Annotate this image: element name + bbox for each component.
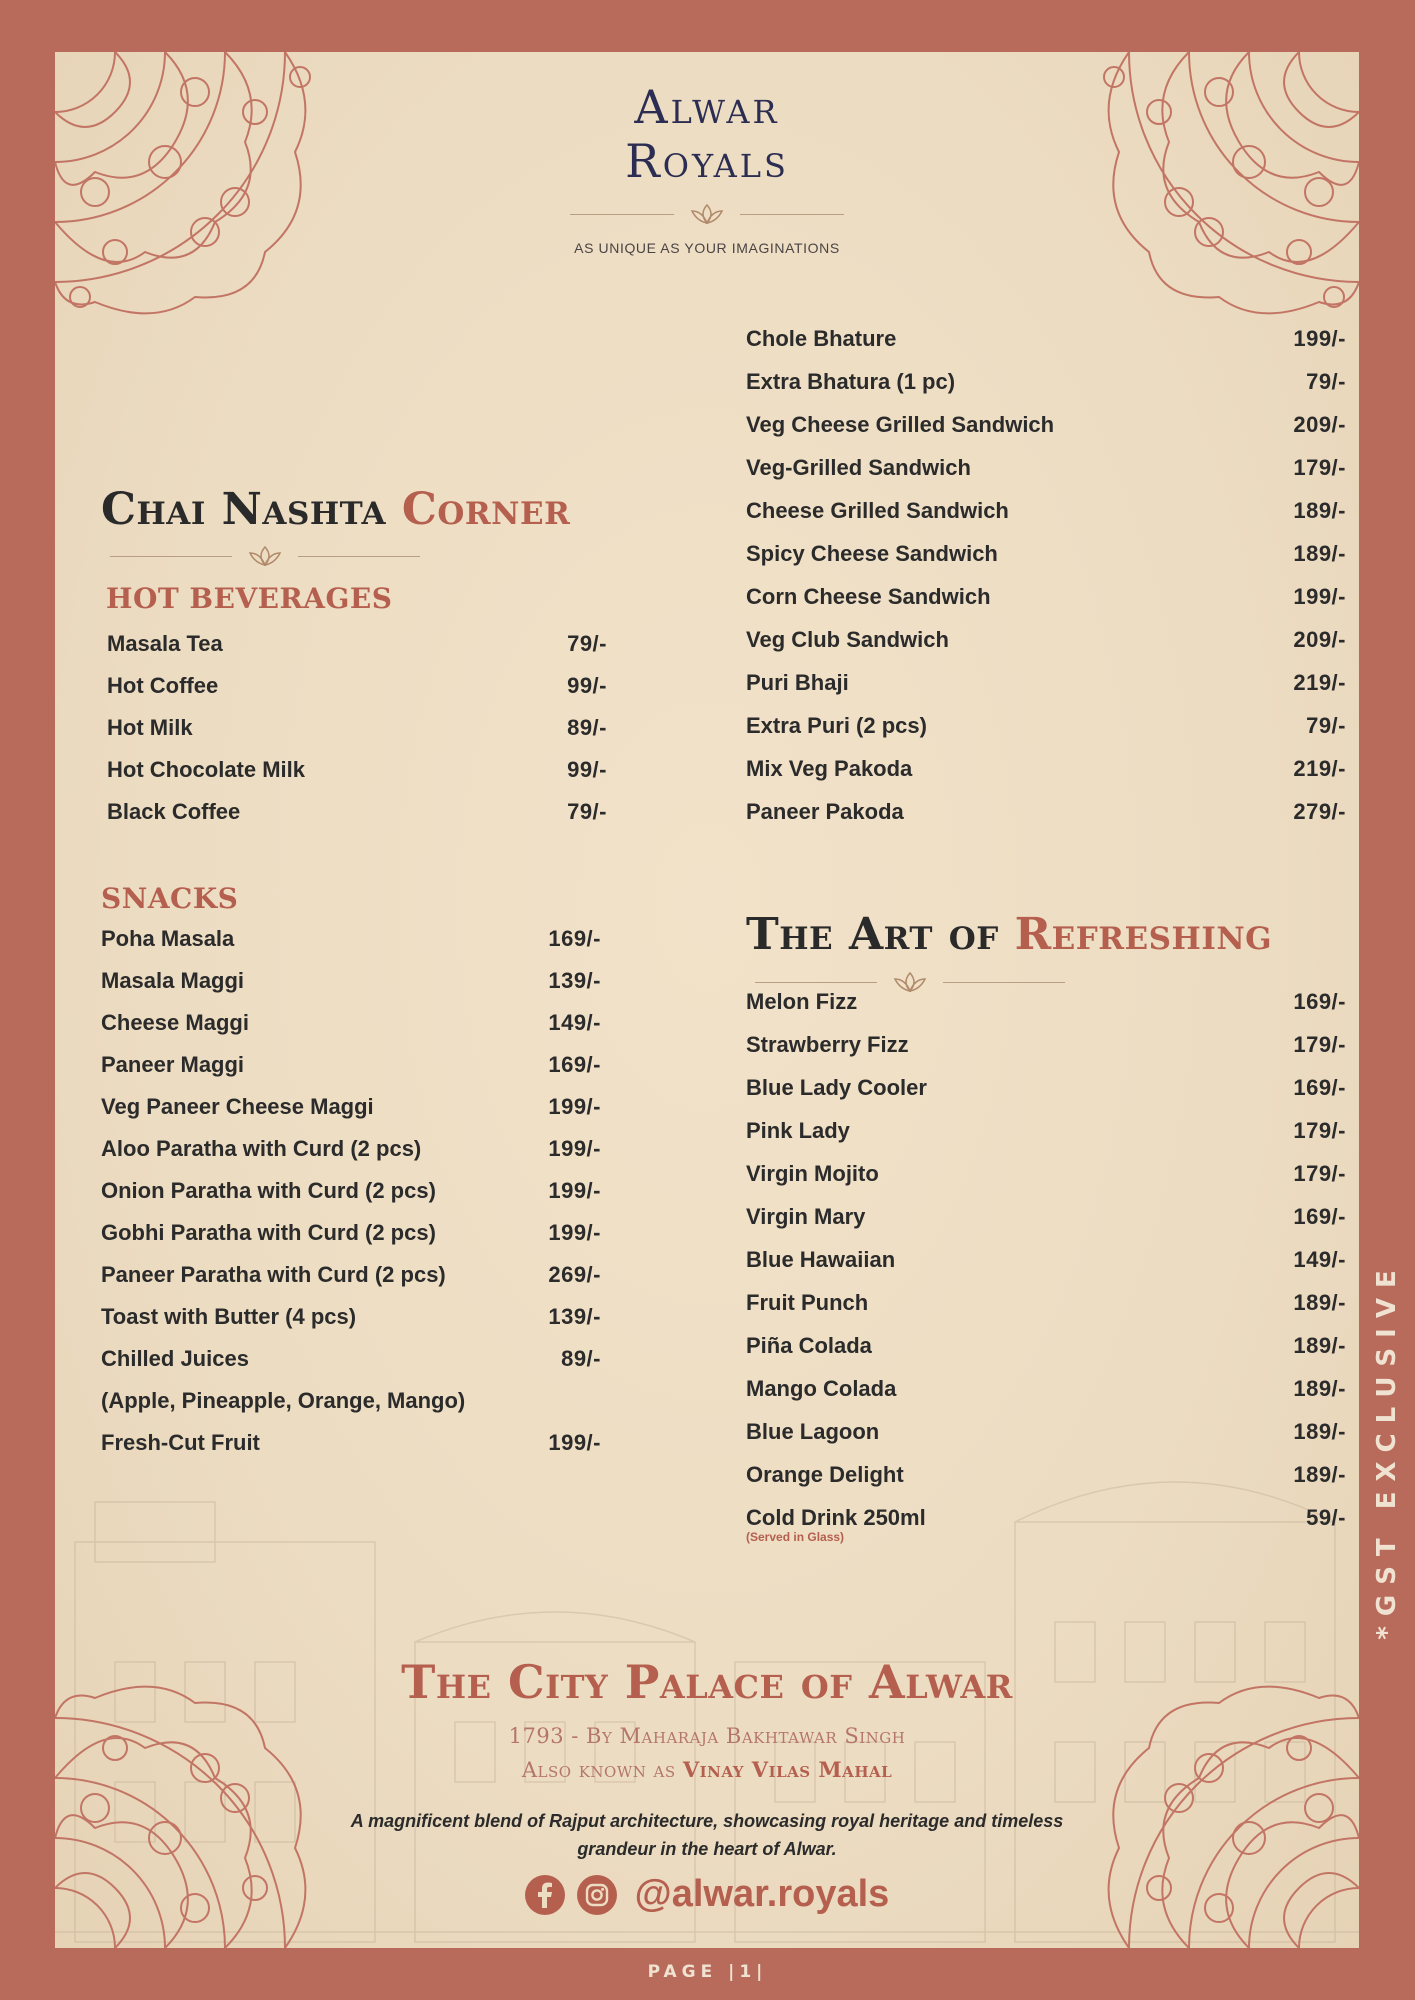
menu-item-name: Orange Delight: [746, 1462, 904, 1487]
menu-item: [101, 1302, 601, 1332]
menu-item: [101, 966, 601, 996]
menu-item-name: Cheese Grilled Sandwich: [746, 498, 1009, 523]
menu-item-price: 199/-: [548, 1220, 601, 1245]
menu-item-name: Puri Bhaji: [746, 670, 849, 695]
menu-item-price: 199/-: [548, 1430, 601, 1455]
menu-item-name: Virgin Mary: [746, 1204, 866, 1229]
menu-item-name: Mango Colada: [746, 1376, 897, 1401]
menu-item-price: 89/-: [567, 715, 607, 740]
menu-item: [746, 625, 1346, 655]
menu-item: [746, 453, 1346, 483]
menu-item-name: Paneer Pakoda: [746, 799, 904, 824]
menu-item: [746, 987, 1346, 1017]
palace-description: A magnificent blend of Rajput architecture, showcasing royal heritage and timeless grandeur in the heart of Alwar.: [350, 1811, 1064, 1859]
instagram-icon[interactable]: [577, 1875, 617, 1915]
menu-item-price: 189/-: [1293, 1290, 1346, 1315]
menu-item-price: 199/-: [548, 1178, 601, 1203]
menu-item-name: Spicy Cheese Sandwich: [746, 541, 998, 566]
menu-sheet: [55, 52, 1359, 1948]
menu-item-name: Blue Lagoon: [746, 1419, 880, 1444]
menu-item-name: Aloo Paratha with Curd (2 pcs): [101, 1136, 422, 1161]
hot-beverages-heading: HOT BEVERAGES: [106, 582, 393, 615]
brand-divider: [55, 202, 1359, 226]
menu-item: [746, 1460, 1346, 1490]
menu-item-price: 179/-: [1293, 1118, 1346, 1143]
social-handle[interactable]: @alwar.royals: [634, 1873, 890, 1915]
menu-item: [101, 1344, 601, 1374]
menu-item-price: 189/-: [1293, 1462, 1346, 1487]
menu-item-name: Blue Lady Cooler: [746, 1075, 927, 1100]
menu-item-name: Masala Tea: [107, 631, 223, 656]
snacks-heading: SNACKS: [101, 882, 239, 915]
aka-prefix: Also known as: [521, 1758, 676, 1782]
menu-item: [101, 1260, 601, 1290]
menu-item-price: 189/-: [1293, 1419, 1346, 1444]
aka-highlight: Vinay Vilas Mahal: [682, 1757, 893, 1782]
menu-item-name: Paneer Paratha with Curd (2 pcs): [101, 1262, 446, 1287]
menu-item-name: Piña Colada: [746, 1333, 872, 1358]
menu-item-name: Masala Maggi: [101, 968, 245, 993]
menu-item: [101, 924, 601, 954]
menu-item-name: Fresh-Cut Fruit: [101, 1430, 260, 1455]
menu-item: [107, 629, 607, 659]
menu-item: [746, 1503, 1346, 1533]
page-number: PAGE |1|: [647, 1962, 768, 1982]
refreshing-section-title: [746, 909, 1272, 961]
menu-item-name: Black Coffee: [107, 799, 241, 824]
menu-item: [746, 711, 1346, 741]
menu-item-name: Hot Coffee: [107, 673, 219, 698]
chai-title-main: Chai Nashta: [101, 484, 387, 535]
refreshing-title-main: The Art of: [746, 909, 999, 960]
menu-item-name: Corn Cheese Sandwich: [746, 584, 991, 609]
menu-item-price: 59/-: [1306, 1505, 1346, 1530]
menu-item-name: Hot Milk: [107, 715, 193, 740]
menu-item: [746, 1073, 1346, 1103]
palace-title: The City Palace of Alwar: [401, 1655, 1013, 1709]
palace-subtitle-aka: [55, 1753, 1359, 1787]
menu-item-price: 199/-: [548, 1136, 601, 1161]
lotus-icon: [688, 202, 726, 226]
menu-item: [101, 1008, 601, 1038]
menu-item: [746, 1030, 1346, 1060]
menu-item: [746, 668, 1346, 698]
menu-item-price: 179/-: [1293, 455, 1346, 480]
menu-item: [107, 713, 607, 743]
menu-item-price: 79/-: [567, 631, 607, 656]
menu-item: [101, 1428, 601, 1458]
chai-title-accent: Corner: [401, 484, 571, 535]
menu-item-price: 99/-: [567, 673, 607, 698]
menu-item: [107, 671, 607, 701]
menu-item-name: Chilled Juices: [101, 1346, 249, 1371]
menu-item: [746, 367, 1346, 397]
menu-item: [101, 1218, 601, 1248]
menu-item-price: 219/-: [1293, 756, 1346, 781]
menu-item-price: 209/-: [1293, 627, 1346, 652]
menu-item: [746, 324, 1346, 354]
cold-drink-note: (Served in Glass): [746, 1530, 845, 1544]
menu-item: [746, 1202, 1346, 1232]
menu-item: [746, 1417, 1346, 1447]
menu-item-name: Cheese Maggi: [101, 1010, 249, 1035]
menu-item-price: 219/-: [1293, 670, 1346, 695]
menu-item-name: (Apple, Pineapple, Orange, Mango): [101, 1388, 466, 1413]
menu-item-price: 169/-: [1293, 1075, 1346, 1100]
menu-item-price: 169/-: [1293, 1204, 1346, 1229]
menu-item: [746, 797, 1346, 827]
menu-item: [746, 1288, 1346, 1318]
menu-item-price: 79/-: [1306, 369, 1346, 394]
menu-item: [101, 1050, 601, 1080]
menu-item-name: Paneer Maggi: [101, 1052, 245, 1077]
menu-item: [746, 582, 1346, 612]
menu-item: [101, 1092, 601, 1122]
menu-item-name: Poha Masala: [101, 926, 235, 951]
menu-item: [746, 539, 1346, 569]
menu-item-name: Mix Veg Pakoda: [746, 756, 913, 781]
menu-item: [746, 1331, 1346, 1361]
chai-section-title: [101, 484, 570, 536]
menu-item-price: 189/-: [1293, 1376, 1346, 1401]
menu-item-price: 139/-: [548, 968, 601, 993]
social-row: [55, 1873, 1359, 1916]
menu-item-price: 79/-: [1306, 713, 1346, 738]
menu-item: [107, 797, 607, 827]
refreshing-title-accent: Refreshing: [1014, 909, 1273, 960]
menu-item-name: Onion Paratha with Curd (2 pcs): [101, 1178, 436, 1203]
brand-name-line1: Alwar: [634, 80, 780, 134]
menu-item: [746, 754, 1346, 784]
menu-item-price: 139/-: [548, 1304, 601, 1329]
menu-item-price: 279/-: [1293, 799, 1346, 824]
menu-item: [746, 1116, 1346, 1146]
menu-item-price: 169/-: [548, 1052, 601, 1077]
menu-item-price: 199/-: [1293, 326, 1346, 351]
menu-item-price: 149/-: [548, 1010, 601, 1035]
menu-item-price: 149/-: [1293, 1247, 1346, 1272]
brand-tagline: AS UNIQUE AS YOUR IMAGINATIONS: [574, 240, 840, 256]
menu-item-name: Fruit Punch: [746, 1290, 869, 1315]
menu-item-price: 169/-: [1293, 989, 1346, 1014]
menu-item-name: Pink Lady: [746, 1118, 850, 1143]
menu-item-price: 189/-: [1293, 1333, 1346, 1358]
menu-item: [107, 755, 607, 785]
gst-exclusive-note: *GST EXCLUSIVE: [1372, 1260, 1402, 1640]
menu-item-name: Chole Bhature: [746, 326, 897, 351]
menu-item-price: 169/-: [548, 926, 601, 951]
menu-item: [101, 1134, 601, 1164]
menu-item: [746, 1159, 1346, 1189]
menu-item-price: 189/-: [1293, 498, 1346, 523]
menu-item-name: Veg Paneer Cheese Maggi: [101, 1094, 374, 1119]
menu-item: [746, 1374, 1346, 1404]
menu-item-name: Toast with Butter (4 pcs): [101, 1304, 357, 1329]
menu-item-price: 199/-: [548, 1094, 601, 1119]
facebook-icon[interactable]: [525, 1875, 565, 1915]
menu-item-price: 179/-: [1293, 1161, 1346, 1186]
menu-item-price: 79/-: [567, 799, 607, 824]
menu-item-name: Hot Chocolate Milk: [107, 757, 306, 782]
menu-item-name: Strawberry Fizz: [746, 1032, 909, 1057]
menu-item-price: 99/-: [567, 757, 607, 782]
menu-item-price: 89/-: [561, 1346, 601, 1371]
menu-item-price: 179/-: [1293, 1032, 1346, 1057]
menu-item-name: Virgin Mojito: [746, 1161, 879, 1186]
brand-name-line2: Royals: [625, 134, 789, 188]
palace-footer: [55, 1655, 1359, 1916]
menu-item-name: Blue Hawaiian: [746, 1247, 896, 1272]
menu-item: [101, 1176, 601, 1206]
menu-item-price: 189/-: [1293, 541, 1346, 566]
menu-item-name: Veg Cheese Grilled Sandwich: [746, 412, 1055, 437]
menu-item: [746, 1245, 1346, 1275]
menu-item-price: 269/-: [548, 1262, 601, 1287]
menu-item-name: Cold Drink 250ml: [746, 1505, 926, 1530]
brand-header: [55, 80, 1359, 256]
menu-item-name: Extra Bhatura (1 pc): [746, 369, 956, 394]
menu-item-name: Extra Puri (2 pcs): [746, 713, 927, 738]
menu-item: [746, 496, 1346, 526]
menu-item: [101, 1386, 601, 1416]
chai-divider: [105, 544, 425, 568]
menu-item-name: Veg Club Sandwich: [746, 627, 949, 652]
menu-item-price: 209/-: [1293, 412, 1346, 437]
menu-item-name: Veg-Grilled Sandwich: [746, 455, 971, 480]
lotus-icon: [246, 544, 284, 568]
menu-item-name: Gobhi Paratha with Curd (2 pcs): [101, 1220, 436, 1245]
palace-subtitle-year: 1793 - By Maharaja Bakhtawar Singh: [508, 1724, 906, 1748]
menu-item-price: 199/-: [1293, 584, 1346, 609]
menu-item: [746, 410, 1346, 440]
menu-item-name: Melon Fizz: [746, 989, 858, 1014]
